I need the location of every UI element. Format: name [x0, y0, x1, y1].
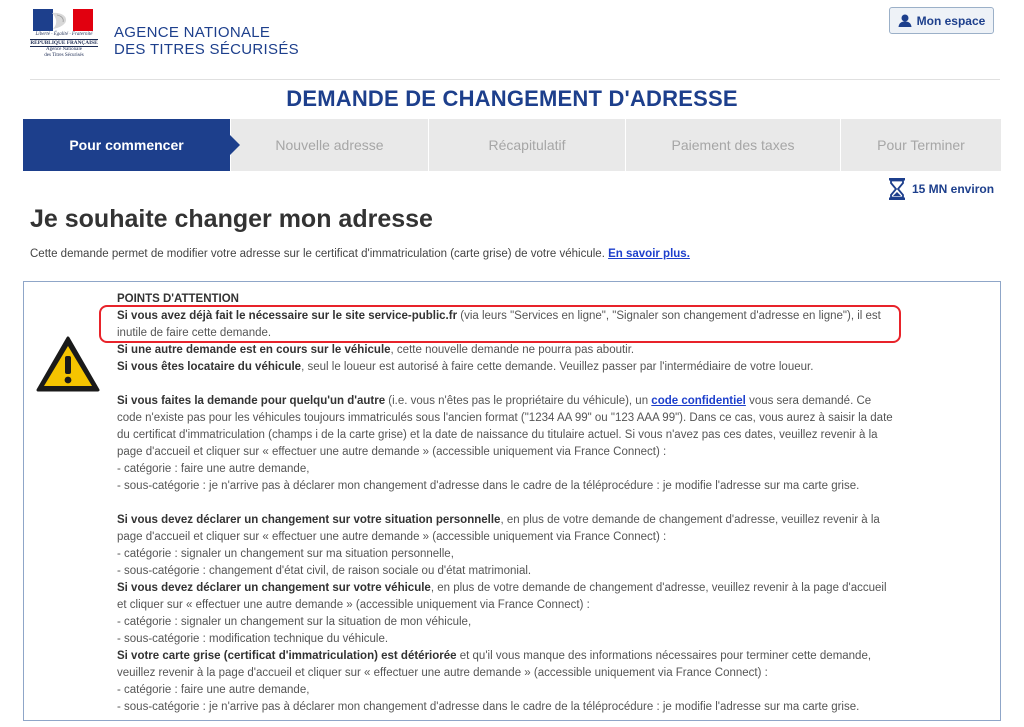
attention-p1-text: (via leurs "Services en ligne", "Signaler son changement d'adresse en ligne"), il est inutile de faire cette demande. — [117, 310, 881, 339]
logo-republic: RÉPUBLIQUE FRANÇAISE — [30, 40, 98, 46]
attention-demande-en-cours — [117, 342, 897, 359]
step-paiement-taxes[interactable] — [626, 119, 841, 171]
header-divider — [30, 79, 1000, 80]
spacer — [117, 495, 897, 512]
attention-p5-sous-categorie: - sous-catégorie : changement d'état civil, de raison sociale ou d'état matrimonial. — [117, 565, 532, 577]
agency-name-line1: AGENCE NATIONALE — [114, 24, 271, 41]
warning-icon — [36, 335, 100, 393]
duration-label: 15 MN environ — [912, 182, 995, 196]
logo-motto: Liberté · Égalité · Fraternité — [35, 32, 93, 37]
attention-p4-categorie: - catégorie : faire une autre demande, — [117, 463, 310, 475]
ants-logo[interactable] — [30, 9, 98, 69]
progress-steps — [23, 119, 1001, 171]
attention-p3-text: , seul le loueur est autorisé à faire cette demande. Veuillez passer par l'intermédiaire de votre loueur. — [301, 361, 814, 373]
attention-p7-text: et qu'il vous manque des informations nécessaires pour terminer cette demande, veuillez revenir à la page d'accueil et cliquer sur « effectuer une autre demande » (accessible uniquement via France Connect) : — [117, 650, 872, 679]
attention-p4-text-rest: vous sera demandé. Ce code n'existe pas pour les véhicules toujours immatriculés sous l'ancien format ("1234 AA 99" ou "123 AAA 99"). Dans ce cas, vous aurez à saisir la date du certificat d'immatriculation (champs i de la carte grise) et la date de naissance du titulaire actuel. Si vous n'avez pas ces dates, veuillez revenir à la page d'accueil et cliquer sur « effectuer une autre demande » (accessible uniquement via France Connect) : — [117, 395, 893, 458]
page-title: DEMANDE DE CHANGEMENT D'ADRESSE — [286, 86, 738, 111]
logo-agency-line1: Agence Nationale — [46, 47, 82, 52]
attention-service-public — [117, 308, 897, 342]
attention-autre-personne — [117, 393, 897, 461]
agency-name — [114, 24, 299, 58]
mon-espace-button[interactable] — [889, 7, 994, 34]
attention-changement-vehicule — [117, 580, 897, 614]
marianne-flag-icon — [33, 9, 93, 31]
duration-indicator — [888, 177, 994, 201]
spacer — [117, 376, 897, 393]
attention-p4-sous-categorie: - sous-catégorie : je n'arrive pas à déclarer mon changement d'adresse dans le cadre de la téléprocédure : je modifie l'adresse sur ma carte grise. — [117, 480, 860, 492]
agency-name-line2: DES TITRES SÉCURISÉS — [114, 41, 299, 58]
attention-carte-deterioree — [117, 648, 897, 682]
attention-content — [117, 291, 897, 716]
attention-title: POINTS D'ATTENTION — [117, 293, 239, 305]
step-label: Nouvelle adresse — [275, 137, 384, 153]
attention-p3-bold: Si vous êtes locataire du véhicule — [117, 361, 302, 373]
step-label: Récapitulatif — [488, 137, 566, 153]
logo-caption — [30, 32, 98, 59]
attention-p7-categorie: - catégorie : faire une autre demande, — [117, 684, 310, 696]
attention-p6-categorie: - catégorie : signaler un changement sur la situation de mon véhicule, — [117, 616, 472, 628]
attention-p6-bold: Si vous devez déclarer un changement sur votre véhicule — [117, 582, 431, 594]
logo-agency-line2: des Titres Sécurisés — [44, 53, 84, 58]
step-nouvelle-adresse[interactable] — [231, 119, 429, 171]
intro-text — [30, 248, 690, 260]
code-confidentiel-link[interactable]: code confidentiel — [651, 395, 746, 407]
attention-p6-text: , en plus de votre demande de changement d'adresse, veuillez revenir à la page d'accueil et cliquer sur « effectuer une autre demande » (accessible uniquement via France Connect) : — [117, 582, 887, 611]
attention-p7-bold: Si votre carte grise (certificat d'immatriculation) est détériorée — [117, 650, 457, 662]
attention-p5-text: , en plus de votre demande de changement d'adresse, veuillez revenir à la page d'accueil et cliquer sur « effectuer une autre demande » (accessible uniquement via France Connect) : — [117, 514, 880, 543]
attention-situation-personnelle — [117, 512, 897, 546]
step-label: Pour Terminer — [877, 137, 965, 153]
hourglass-icon — [888, 177, 906, 201]
attention-p5-bold: Si vous devez déclarer un changement sur votre situation personnelle — [117, 514, 501, 526]
attention-locataire — [117, 359, 897, 376]
attention-p4-bold: Si vous faites la demande pour quelqu'un d'autre — [117, 395, 386, 407]
mon-espace-label: Mon espace — [916, 13, 986, 28]
attention-p4-text: (i.e. vous n'êtes pas le propriétaire du véhicule), un — [385, 395, 652, 407]
intro-sentence: Cette demande permet de modifier votre adresse sur le certificat d'immatriculation (carte grise) de votre véhicule. — [30, 248, 605, 260]
user-icon — [898, 14, 912, 27]
attention-p2-text: , cette nouvelle demande ne pourra pas aboutir. — [390, 344, 635, 356]
attention-p1-bold: Si vous avez déjà fait le nécessaire sur le site service-public.fr — [117, 310, 458, 322]
attention-p7-sous-categorie: - sous-catégorie : je n'arrive pas à déclarer mon changement d'adresse dans le cadre de la téléprocédure : je modifie l'adresse sur ma carte grise. — [117, 701, 860, 713]
step-label: Paiement des taxes — [671, 137, 795, 153]
step-recapitulatif[interactable] — [429, 119, 626, 171]
en-savoir-plus-link[interactable]: En savoir plus. — [608, 248, 690, 260]
section-heading: Je souhaite changer mon adresse — [30, 205, 433, 233]
attention-p2-bold: Si une autre demande est en cours sur le véhicule — [117, 344, 391, 356]
step-pour-commencer[interactable] — [23, 119, 231, 171]
step-label: Pour commencer — [69, 137, 184, 153]
attention-p5-categorie: - catégorie : signaler un changement sur ma situation personnelle, — [117, 548, 454, 560]
attention-p6-sous-categorie: - sous-catégorie : modification technique du véhicule. — [117, 633, 389, 645]
step-pour-terminer[interactable] — [841, 119, 1001, 171]
